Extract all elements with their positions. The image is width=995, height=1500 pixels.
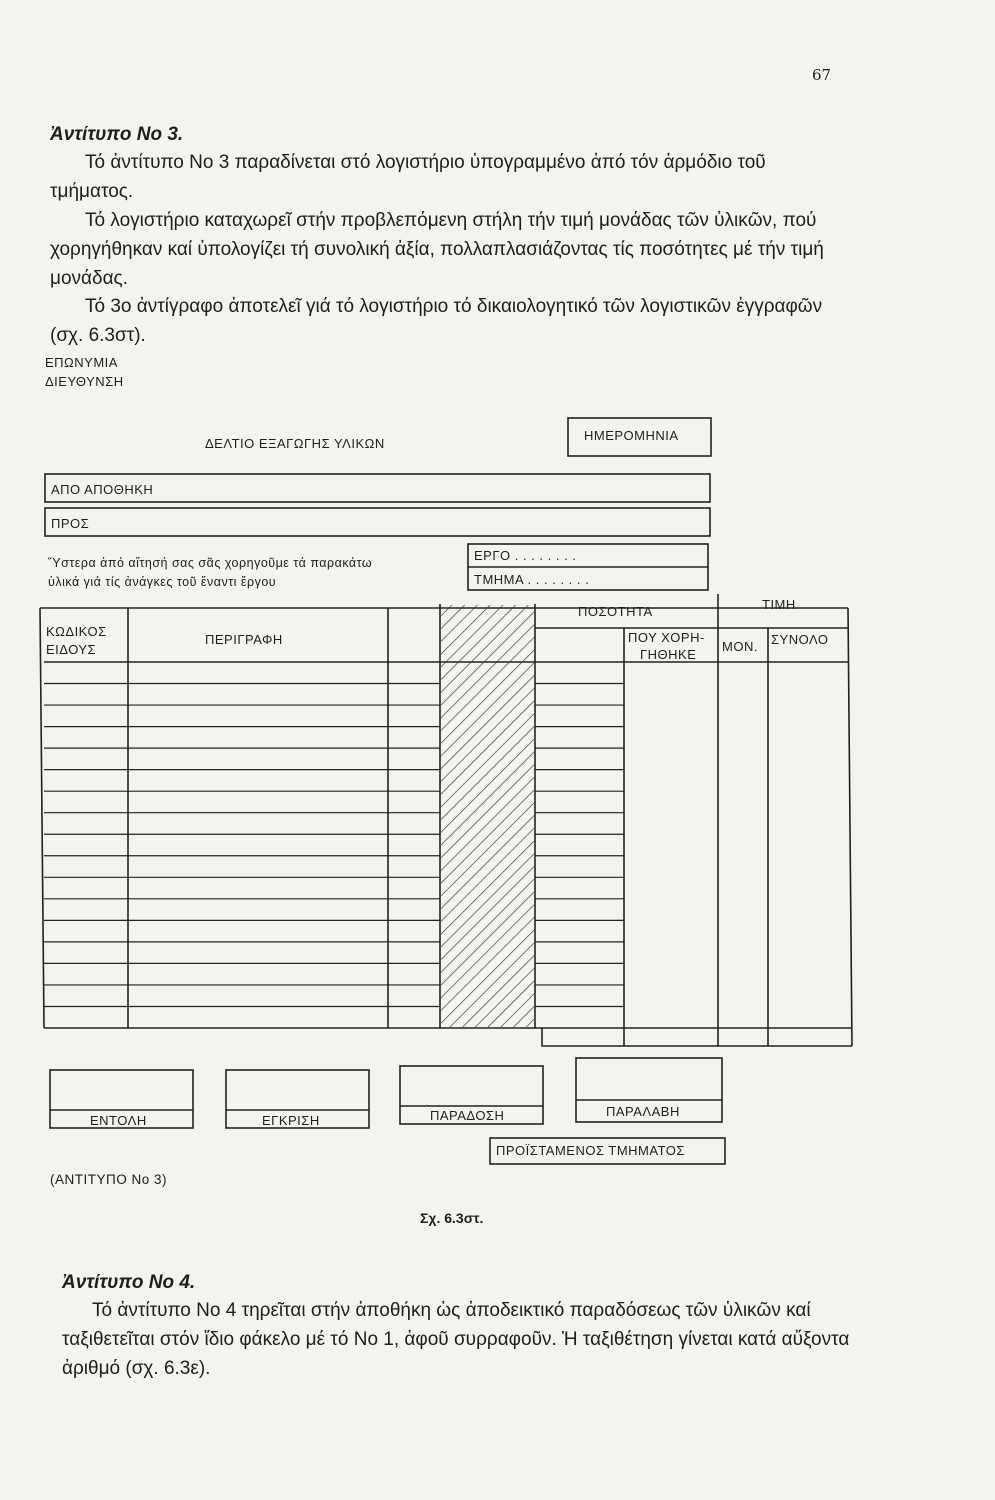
col-issued-line2: ΓΗΘΗΚΕ: [640, 647, 697, 662]
head-label: ΠΡΟΪΣΤΑΜΕΝΟΣ ΤΜΗΜΑΤΟΣ: [496, 1143, 685, 1158]
col-unit: ΜΟΝ.: [722, 639, 758, 654]
col-code-line2: ΕΙΔΟΥΣ: [46, 642, 97, 657]
col-description: ΠΕΡΙΓΡΑΦΗ: [205, 632, 283, 647]
address-label: ΔΙΕΥΘΥΝΣΗ: [45, 374, 124, 389]
request-text-line1: Ὕστερα ἀπό αἴτησή σας σᾶς χορηγοῦμε τά παρακάτω: [48, 556, 373, 570]
col-issued-line1: ΠΟΥ ΧΟΡΗ-: [628, 630, 705, 645]
request-text-line2: ὑλικά γιά τίς ἀνάγκες τοῦ ἔναντι ἔργου: [48, 575, 277, 589]
company-name-label: ΕΠΩΝΥΜΙΑ: [45, 355, 118, 370]
receipt-label: ΠΑΡΑΛΑΒΗ: [606, 1104, 680, 1119]
paragraph-3: Τό 3ο ἀντίγραφο ἀποτελεῖ γιά τό λογιστήριο τό δικαιολογητικό τῶν λογιστικῶν ἐγγραφῶν (σχ. 6.3στ).: [50, 296, 823, 346]
copy-label: (ΑΝΤΙΤΥΠΟ Νο 3): [50, 1172, 168, 1187]
section-heading-copy-4: Ἀντίτυπο Νο 4.: [62, 1272, 196, 1293]
page-number: 67: [812, 66, 832, 84]
warehouse-label: ΑΠΟ ΑΠΟΘΗΚΗ: [51, 482, 154, 497]
col-total: ΣΥΝΟΛΟ: [771, 632, 829, 647]
figure-caption: Σχ. 6.3στ.: [420, 1210, 484, 1226]
paragraph-4: Τό ἀντίτυπο Νο 4 τηρεῖται στήν ἀποθήκη ὡς ἀποδεικτικό παραδόσεως τῶν ὑλικῶν καί ταξιθετεῖται στόν ἴδιο φάκελο μέ τό Νο 1, ἀφοῦ συρραφοῦν. Ἡ ταξιθέτηση γίνεται κατά αὔξοντα ἀριθμό (σχ. 6.3ε).: [62, 1300, 850, 1379]
paragraph-1: Τό ἀντίτυπο Νο 3 παραδίνεται στό λογιστήριο ὑπογραμμένο ἀπό τόν ἁρμόδιο τοῦ τμήματος.: [50, 152, 766, 202]
date-label: ΗΜΕΡΟΜΗΝΙΑ: [584, 428, 679, 443]
approval-label: ΕΓΚΡΙΣΗ: [262, 1113, 320, 1128]
col-code-line1: ΚΩΔΙΚΟΣ: [46, 624, 107, 639]
col-price: ΤΙΜΗ: [762, 597, 796, 612]
paragraph-2: Τό λογιστήριο καταχωρεῖ στήν προβλεπόμενη στήλη τήν τιμή μονάδας τῶν ὑλικῶν, πού χορηγήθηκαν καί ὑπολογίζει τή συνολική ἀξία, πολλαπλασιάζοντας τίς ποσότητες μέ τήν τιμή μονάδας.: [50, 210, 824, 289]
to-field: [45, 508, 710, 536]
department-label: ΤΜΗΜΑ . . . . . . . .: [474, 572, 590, 587]
delivery-label: ΠΑΡΑΔΟΣΗ: [430, 1108, 505, 1123]
section-heading-copy-3: Ἀντίτυπο Νο 3.: [50, 124, 184, 145]
hatched-column: [441, 605, 534, 1027]
col-quantity: ΠΟΣΟΤΗΤΑ: [578, 604, 653, 619]
table-row-lines: [44, 684, 624, 1007]
to-label: ΠΡΟΣ: [51, 516, 90, 531]
project-label: ΕΡΓΟ . . . . . . . .: [474, 548, 577, 563]
order-label: ΕΝΤΟΛΗ: [90, 1113, 147, 1128]
form-title: ΔΕΛΤΙΟ ΕΞΑΓΩΓΗΣ ΥΛΙΚΩΝ: [205, 436, 385, 451]
